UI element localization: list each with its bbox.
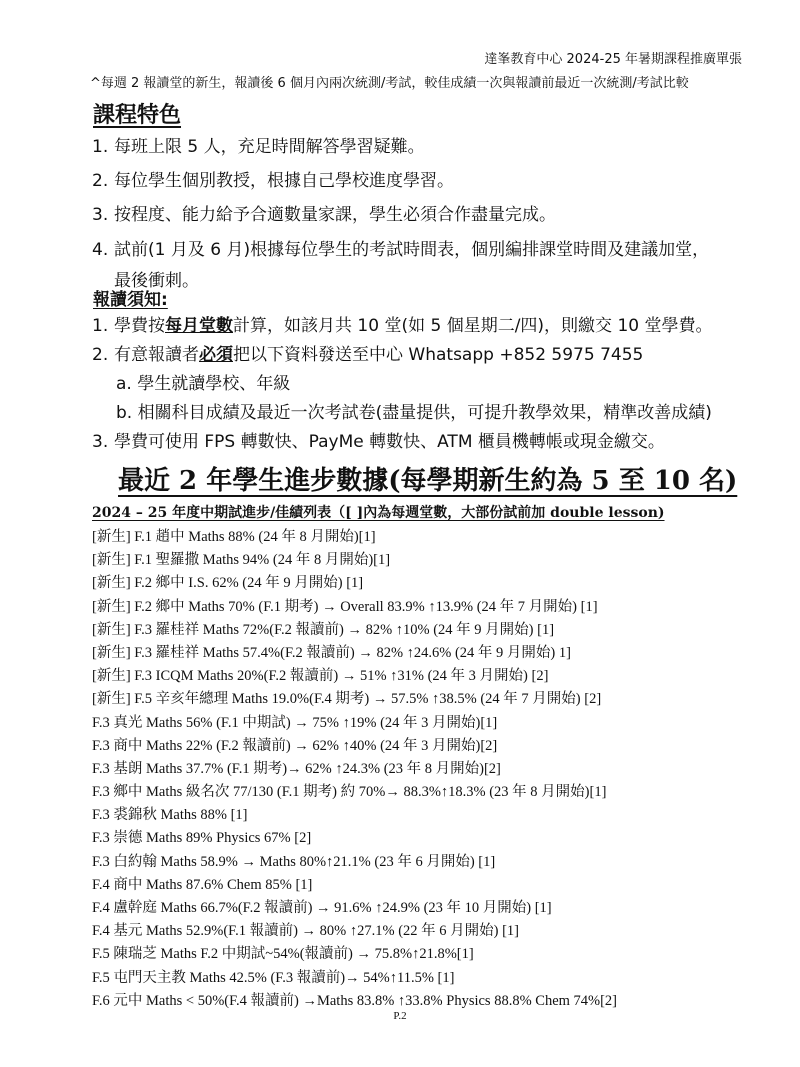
features-list [92,133,712,303]
notice-subitem: a. 學生就讀學校、年級 [116,374,291,394]
record-row: F.3 崇德 Maths 89% Physics 67% [2] [92,830,312,847]
progress-heading: 最近 2 年學生進步數據(每學期新生約為 5 至 10 名) [118,466,738,496]
features-heading: 課程特色 [93,103,182,128]
enrolment-notice-heading: 報讀須知: [93,290,168,310]
feature-item: 2. 每位學生個別教授，根據自己學校進度學習。 [92,171,454,191]
progress-records [92,526,617,1013]
record-row: [新生] F.3 ICQM Maths 20%(F.2 報讀前) → 51% ↑31% (24 年 3 月開始) [2] [92,668,549,685]
record-row: [新生] F.3 羅桂祥 Maths 72%(F.2 報讀前) → 82% ↑10% (24 年 9 月開始) [1] [92,621,555,638]
feature-item: 1. 每班上限 5 人，充足時間解答學習疑難。 [92,137,425,157]
record-row: F.5 屯門天主教 Maths 42.5% (F.3 報讀前)→ 54%↑11.5% [1] [92,969,455,986]
notice-item: 2. 有意報讀者必須把以下資料發送至中心 Whatsapp +852 5975 7455 [92,345,644,365]
record-row: F.6 元中 Maths < 50%(F.4 報讀前) →Maths 83.8% ↑33.8% Physics 88.8% Chem 74%[2] [92,992,618,1009]
page-number: P.2 [393,1010,407,1022]
feature-item: 3. 按程度、能力給予合適數量家課，學生必須合作盡量完成。 [92,205,556,225]
record-row: F.3 基朗 Maths 37.7% (F.1 期考)→ 62% ↑24.3% (23 年 8 月開始)[2] [92,760,501,777]
feature-item: 4. 試前(1 月及 6 月)根據每位學生的考試時間表，個別編排課堂時間及建議加堂，最後衝刺。 [92,240,710,291]
notice-item: 1. 學費按每月堂數計算，如該月共 10 堂(如 5 個星期二/四)，則繳交 10 堂學費。 [92,316,713,336]
record-row: F.5 陳瑞芝 Maths F.2 中期試~54%(報讀前) → 75.8%↑21.8%[1] [92,946,474,963]
record-row: F.3 真光 Maths 56% (F.1 中期試) → 75% ↑19% (24 年 3 月開始)[1] [92,714,498,731]
record-row: [新生] F.1 趙中 Maths 88% (24 年 8 月開始)[1] [92,529,376,545]
record-row: [新生] F.5 辛亥年總理 Maths 19.0%(F.4 期考) → 57.5% ↑38.5% (24 年 7 月開始) [2] [92,691,602,708]
record-row: F.4 盧幹庭 Maths 66.7%(F.2 報讀前) → 91.6% ↑24.9% (23 年 10 月開始) [1] [92,900,552,916]
record-row: [新生] F.2 鄉中 Maths 70% (F.1 期考) → Overall 83.9% ↑13.9% (24 年 7 月開始) [1] [92,598,598,615]
progress-table-title: 2024 – 25 年度中期試進步/佳績列表（[ ]內為每週堂數，大部份試前加 double lesson) [92,505,665,521]
document-header: 達峯教育中心 2024-25 年暑期課程推廣單張 [484,52,742,67]
record-row: [新生] F.1 聖羅撒 Maths 94% (24 年 8 月開始)[1] [92,552,391,569]
record-row: F.4 商中 Maths 87.6% Chem 85% [1] [92,876,313,893]
enrolment-notice-list [92,312,713,457]
record-row: F.4 基元 Maths 52.9%(F.1 報讀前) → 80% ↑27.1% (22 年 6 月開始) [1] [92,923,520,940]
notice-item: 3. 學費可使用 FPS 轉數快、PayMe 轉數快、ATM 櫃員機轉帳或現金繳交。 [92,432,665,452]
record-row: [新生] F.2 鄉中 I.S. 62% (24 年 9 月開始) [1] [92,575,364,592]
record-row: F.3 鄉中 Maths 級名次 77/130 (F.1 期考) 約 70%→ 88.3%↑18.3% (23 年 8 月開始)[1] [92,784,607,801]
record-row: [新生] F.3 羅桂祥 Maths 57.4%(F.2 報讀前) → 82% ↑24.6% (24 年 9 月開始) 1] [92,644,571,661]
record-row: F.3 裘錦秋 Maths 88% [1] [92,807,248,824]
footnote-remark: ^每週 2 報讀堂的新生，報讀後 6 個月內兩次統測/考試，較佳成績一次與報讀前最近一次統測/考試比較 [90,76,689,91]
record-row: F.3 白約翰 Maths 58.9% → Maths 80%↑21.1% (23 年 6 月開始) [1] [92,853,496,870]
record-row: F.3 商中 Maths 22% (F.2 報讀前) → 62% ↑40% (24 年 3 月開始)[2] [92,737,498,754]
notice-subitem: b. 相關科目成績及最近一次考試卷(盡量提供，可提升教學效果，精準改善成績) [116,403,712,423]
